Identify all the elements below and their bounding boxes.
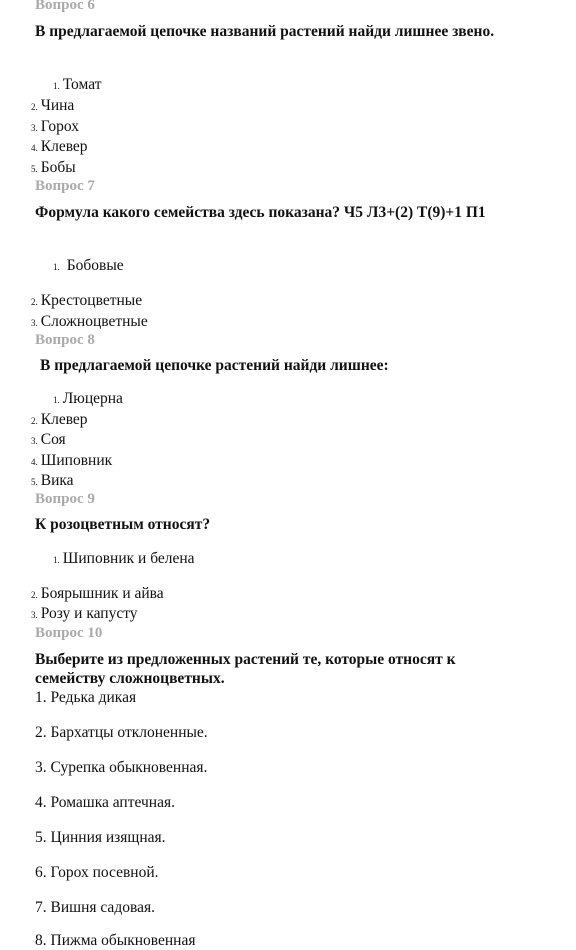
q10-option-6[interactable]: 6. Горох посевной. (35, 864, 159, 881)
q7-option-3[interactable] (31, 313, 148, 331)
question-10-text: Выберите из предложенных растений те, которые относят к семейству сложноцветных. (35, 651, 456, 687)
q9-option-2[interactable] (31, 585, 164, 603)
option-text: Шиповник (40, 452, 113, 469)
question-9-label: Вопрос 9 (35, 491, 95, 507)
option-number: 1. (53, 262, 60, 272)
option-number: 1. (53, 555, 60, 565)
option-text: Томат (62, 76, 102, 93)
option-number: 1. (53, 81, 60, 91)
q10-option-8[interactable]: 8. Пижма обыкновенная (35, 932, 196, 949)
option-number: 5. (31, 164, 38, 174)
q7-option-2[interactable] (31, 292, 142, 310)
q10-option-2[interactable]: 2. Бархатцы отклоненные. (35, 724, 208, 741)
q6-option-5[interactable] (31, 159, 76, 177)
q9-option-1[interactable] (53, 550, 195, 568)
option-text: Шиповник и белена (62, 550, 195, 567)
q8-option-5[interactable] (31, 472, 74, 490)
q8-option-2[interactable] (31, 411, 88, 429)
option-text: Крестоцветные (40, 292, 143, 309)
option-number: 3. (31, 610, 38, 620)
q10-option-5[interactable]: 5. Цинния изящная. (35, 829, 166, 846)
q8-option-1[interactable] (53, 390, 123, 408)
option-text: Боярышник и айва (40, 585, 164, 602)
question-9-text: К розоцветным относят? (35, 516, 211, 533)
q7-option-1[interactable] (53, 257, 124, 275)
option-text: Бобовые (66, 257, 124, 274)
option-text: Чина (40, 97, 75, 114)
option-text: Горох (40, 118, 79, 135)
q10-option-4[interactable]: 4. Ромашка аптечная. (35, 794, 175, 811)
option-number: 4. (31, 143, 38, 153)
q6-option-1[interactable] (53, 76, 101, 94)
option-text: Клевер (40, 411, 88, 428)
q8-option-3[interactable] (31, 431, 66, 449)
option-number: 2. (31, 416, 38, 426)
q6-option-4[interactable] (31, 138, 88, 156)
option-number: 3. (31, 123, 38, 133)
option-number: 3. (31, 436, 38, 446)
q10-option-1[interactable]: 1. Редька дикая (35, 689, 137, 706)
q8-option-4[interactable] (31, 452, 112, 470)
question-6-text: В предлагаемой цепочке названий растений найди лишнее звено. (35, 23, 495, 40)
q10-option-7[interactable]: 7. Вишня садовая. (35, 899, 155, 916)
option-text: Люцерна (62, 390, 123, 407)
option-text: Бобы (40, 159, 76, 176)
q6-option-2[interactable] (31, 97, 74, 115)
option-text: Соя (40, 431, 66, 448)
option-number: 2. (31, 297, 38, 307)
option-text: Вика (40, 472, 74, 489)
option-text: Сложноцветные (40, 313, 148, 330)
q6-option-3[interactable] (31, 118, 79, 136)
option-text: Розу и капусту (40, 605, 138, 622)
option-number: 3. (31, 318, 38, 328)
question-8-label: Вопрос 8 (35, 332, 95, 348)
question-10-label: Вопрос 10 (35, 625, 103, 641)
option-number: 1. (53, 395, 60, 405)
question-7-text: Формула какого семейства здесь показана? Ч5 Л3+(2) Т(9)+1 П1 (35, 204, 486, 221)
option-text: Клевер (40, 138, 88, 155)
question-7-label: Вопрос 7 (35, 178, 95, 194)
question-8-text: В предлагаемой цепочке растений найди лишнее: (40, 357, 389, 374)
option-number: 4. (31, 457, 38, 467)
question-6-label: Вопрос 6 (35, 0, 95, 13)
option-number: 5. (31, 477, 38, 487)
q10-option-3[interactable]: 3. Сурепка обыкновенная. (35, 759, 208, 776)
q9-option-3[interactable] (31, 605, 138, 623)
option-number: 2. (31, 590, 38, 600)
option-number: 2. (31, 102, 38, 112)
